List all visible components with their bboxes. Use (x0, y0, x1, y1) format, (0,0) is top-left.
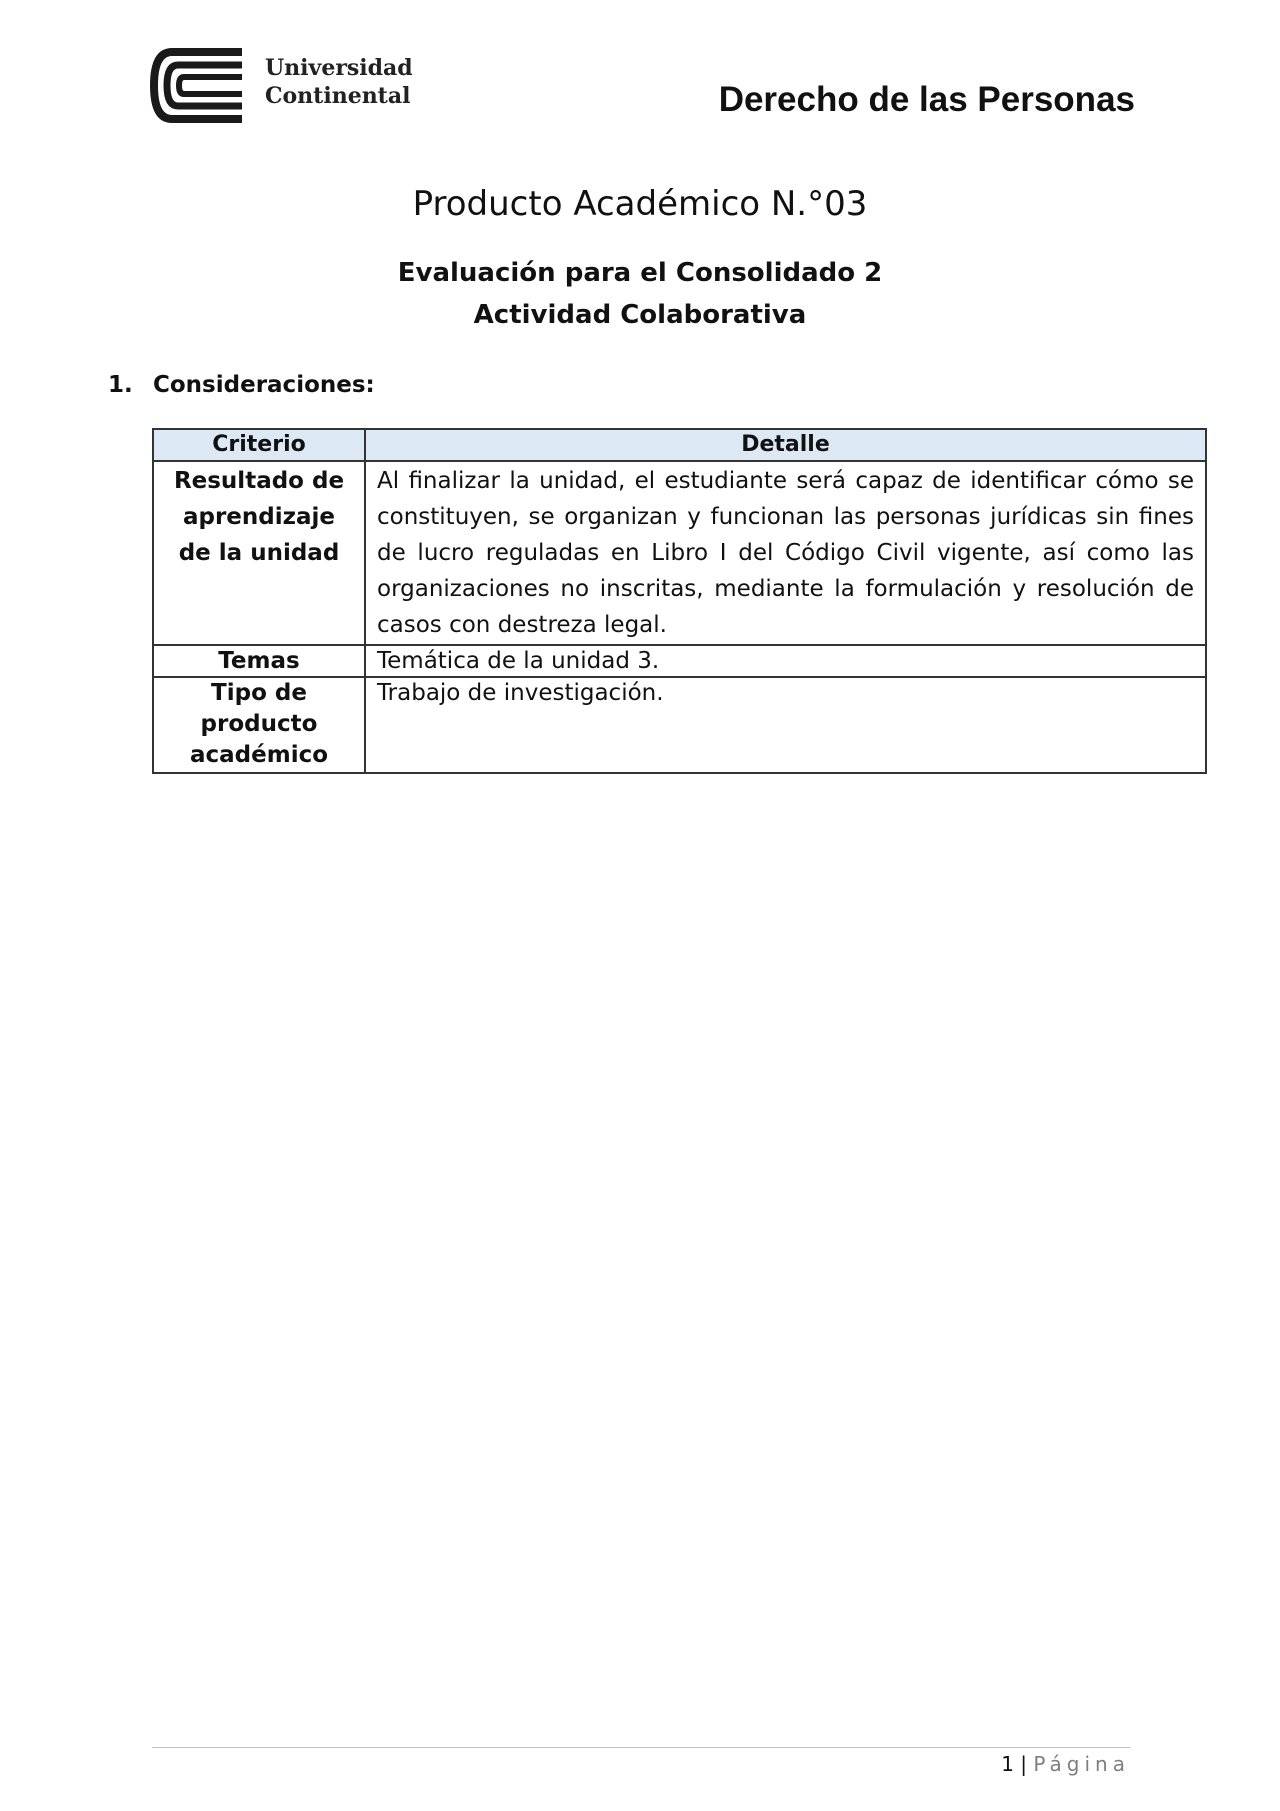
logo-line-2: Continental (265, 83, 411, 109)
footer-divider (152, 1747, 1130, 1748)
course-title: Derecho de las Personas (718, 80, 1135, 119)
page-number: 1 (1001, 1752, 1014, 1776)
subtitle-line-2: Actividad Colaborativa (473, 300, 807, 330)
criterio-cell: Temas (153, 645, 365, 677)
document-subtitle (0, 252, 1280, 336)
section-heading (108, 372, 375, 398)
document-title: Producto Académico N.°03 (412, 184, 868, 224)
considerations-table (152, 428, 1207, 774)
university-logo (150, 48, 420, 123)
column-header-criterio: Criterio (153, 429, 365, 461)
footer-separator: | (1020, 1752, 1028, 1776)
table-header-row (153, 429, 1206, 461)
section-number: 1. (108, 372, 133, 398)
criterio-cell: Tipo de producto académico (153, 677, 365, 773)
detalle-cell: Al finalizar la unidad, el estudiante será capaz de identificar cómo se constituyen, se organizan y funcionan las personas jurídicas sin fines de lucro reguladas en Libro I del Código Civil vigente, así como las organizaciones no inscritas, mediante la formulación y resolución de casos con destreza legal. (365, 461, 1206, 645)
page-label: Página (1033, 1752, 1130, 1776)
criterio-cell: Resultado de aprendizaje de la unidad (153, 461, 365, 645)
section-title: Consideraciones: (153, 372, 375, 398)
table-row (153, 461, 1206, 645)
detalle-cell: Temática de la unidad 3. (365, 645, 1206, 677)
table-row (153, 645, 1206, 677)
logo-line-1: Universidad (265, 55, 413, 81)
detalle-cell: Trabajo de investigación. (365, 677, 1206, 773)
page-footer (1001, 1752, 1130, 1776)
subtitle-line-1: Evaluación para el Consolidado 2 (397, 258, 883, 288)
column-header-detalle: Detalle (365, 429, 1206, 461)
table-row (153, 677, 1206, 773)
university-logo-icon (150, 48, 250, 123)
